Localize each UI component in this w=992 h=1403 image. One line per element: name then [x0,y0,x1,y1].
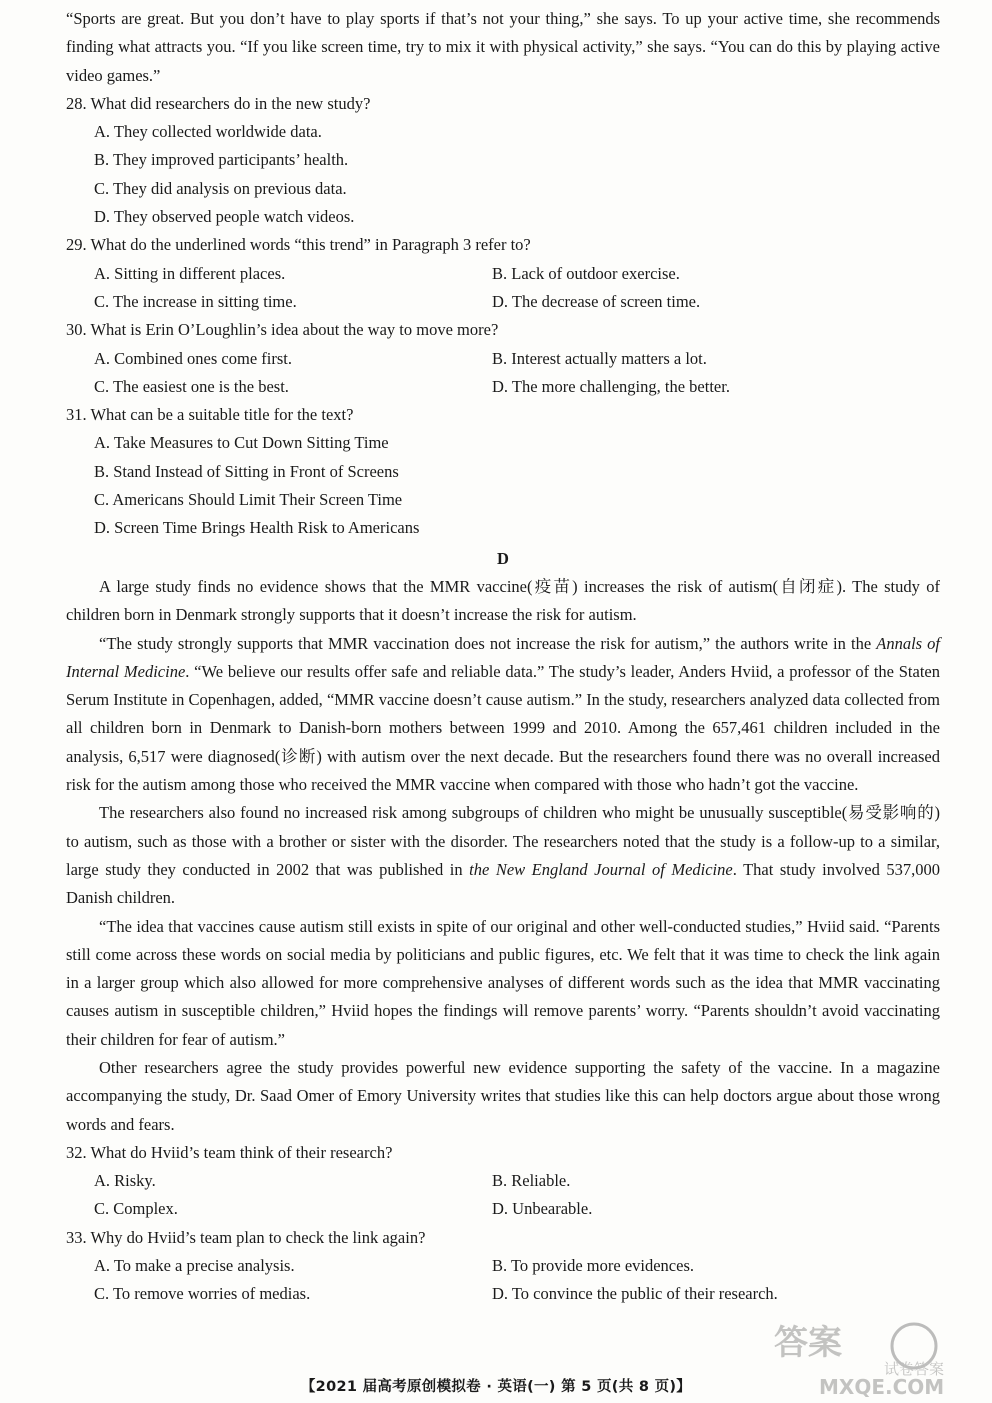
answer-options [66,118,940,231]
watermark-text-3: MXQE.COM [819,1375,945,1398]
answer-option[interactable]: B. Stand Instead of Sitting in Front of Screens [94,461,399,481]
answer-options [66,1167,940,1224]
answer-option[interactable]: B. They improved participants’ health. [94,150,349,170]
questions-section-c [66,90,940,543]
answer-option[interactable]: D. They observed people watch videos. [94,207,355,227]
answer-options [66,429,940,542]
answer-option[interactable]: D. Unbearable. [492,1199,593,1219]
section-title: D [497,548,509,568]
journal-title: the New England Journal of Medicine [469,859,733,879]
answer-option[interactable]: A. To make a precise analysis. [94,1256,295,1276]
answer-options [66,1252,940,1309]
passage-d-paragraph-3 [66,799,940,912]
answer-option[interactable]: C. They did analysis on previous data. [94,178,347,198]
answer-option[interactable]: C. Americans Should Limit Their Screen Time [94,490,403,510]
questions-section-d [66,1139,940,1309]
answer-option[interactable]: C. The easiest one is the best. [94,376,289,396]
answer-option[interactable]: B. To provide more evidences. [492,1256,694,1276]
answer-option[interactable]: D. The more challenging, the better. [492,376,730,396]
answer-option[interactable]: D. Screen Time Brings Health Risk to Americans [94,518,420,538]
watermark-text-2: 试卷答案 [884,1360,945,1378]
passage-c-tail: “Sports are great. But you don’t have to play sports if that’s not your thing,” she says. To up your active time, she recommends finding what attracts you. “If you like screen time, try to mix it with physical activity,” she says. “You can do this by playing active video games.” [66,9,940,85]
question-block [66,1224,940,1309]
answer-option[interactable]: C. Complex. [94,1199,178,1219]
watermark-text-1: 答案 [774,1323,842,1363]
question-stem: 32. What do Hviid’s team think of their research? [66,1142,393,1162]
paragraph-text: The researchers also found no increased risk among subgroups of children who might be unusually susceptible(易受影响的) to autism, such as those with a brother or sister with the disorder. The researchers noted that the study is a follow-up to a similar, large study they conducted in 2002 that was published in [66,803,940,879]
answer-option[interactable]: A. Risky. [94,1171,156,1191]
answer-option[interactable]: A. Take Measures to Cut Down Sitting Time [94,433,389,453]
paragraph-text: “The study strongly supports that MMR vaccination does not increase the risk for autism,” the authors write in the [99,633,877,653]
answer-option[interactable]: D. To convince the public of their research. [492,1284,778,1304]
answer-option[interactable]: A. Sitting in different places. [94,263,286,283]
question-block [66,401,940,542]
question-block [66,1139,940,1224]
answer-option[interactable]: D. The decrease of screen time. [492,291,701,311]
answer-option[interactable]: B. Interest actually matters a lot. [492,348,707,368]
passage-d-paragraph-5: Other researchers agree the study provides powerful new evidence supporting the safety of the vaccine. In a magazine accompanying the study, Dr. Saad Omer of Emory University writes that studies like this can help doctors argue about those wrong words and fears. [66,1057,940,1134]
answer-options [66,345,940,402]
answer-option[interactable]: A. They collected worldwide data. [94,122,322,142]
exam-page [66,5,940,1309]
watermark-logo [764,1318,964,1398]
answer-option[interactable]: A. Combined ones come first. [94,348,292,368]
question-block [66,316,940,401]
paragraph-text: . That study involved 537,000 Danish children. [66,859,941,908]
answer-option[interactable]: C. To remove worries of medias. [94,1284,311,1304]
question-block [66,90,940,231]
passage-d-paragraph-1: A large study finds no evidence shows that the MMR vaccine(疫苗) increases the risk of autism(自闭症). The study of children born in Denmark strongly supports that it doesn’t increase the risk for autism. [66,576,940,625]
answer-option[interactable]: B. Lack of outdoor exercise. [492,263,680,283]
question-stem: 33. Why do Hviid’s team plan to check the link again? [66,1227,426,1247]
journal-title: Annals of Internal Medicine [66,633,940,681]
answer-option[interactable]: C. The increase in sitting time. [94,291,297,311]
answer-options [66,260,940,317]
question-stem: 29. What do the underlined words “this trend” in Paragraph 3 refer to? [66,235,531,255]
paragraph-text: . “We believe our results offer safe and reliable data.” The study’s leader, Anders Hviid, a professor of the Staten Serum Institute in Copenhagen, added, “MMR vaccine doesn’t cause autism.” In the study, researchers analyzed data collected from all children born in Denmark to Danish-born mothers between 1999 and 2010. Among the 657,461 children included in the analysis, 6,517 were diagnosed(诊断) with autism over the next decade. But the researchers found there was no overall increased risk for the autism among those who received the MMR vaccine when compared with those who hadn’t got the vaccine. [66,661,940,795]
question-stem: 30. What is Erin O’Loughlin’s idea about the way to move more? [66,320,499,340]
passage-d-paragraph-2 [66,630,940,800]
question-stem: 28. What did researchers do in the new study? [66,93,371,113]
passage-d-paragraph-4: “The idea that vaccines cause autism still exists in spite of our original and other well-conducted studies,” Hviid said. “Parents still come across these words on social media by politicians and public figures, etc. We felt that it was time to check the link again in a larger group which also allowed for more comprehensive analyses of different words such as the idea that MMR vaccinating causes autism in susceptible children,” Hviid hopes the findings will remove parents’ worry. “Parents shouldn’t avoid vaccinating their children for fear of autism.” [66,916,940,1049]
page-footer: 【2021 届高考原创模拟卷 · 英语(一) 第 5 页(共 8 页)】 [300,1379,692,1395]
question-block [66,231,940,316]
answer-option[interactable]: B. Reliable. [492,1171,571,1191]
question-stem: 31. What can be a suitable title for the text? [66,405,354,425]
